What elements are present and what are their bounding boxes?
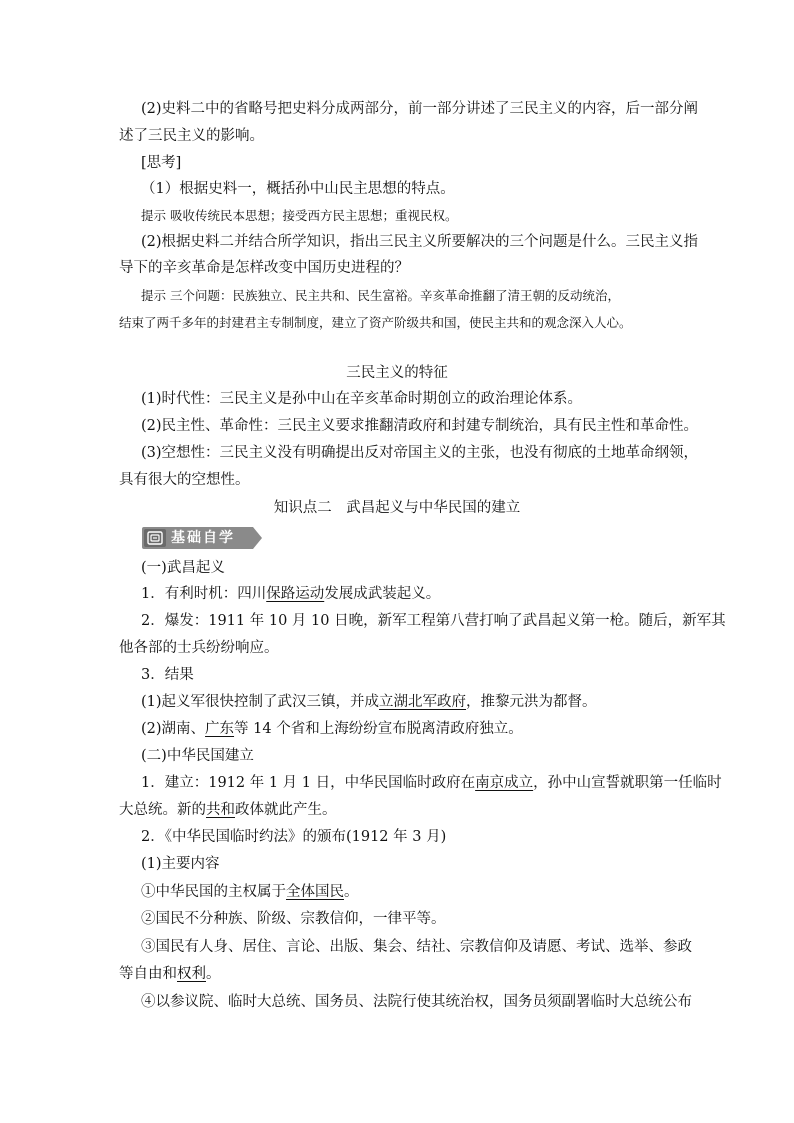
uprising-item-2-line1: 2．爆发：1911 年 10 月 10 日晚，新军工程第八营打响了武昌起义第一枪。随后，新军其 <box>141 613 726 629</box>
underlined-term: 权利 <box>177 966 206 982</box>
roc-sub-heading: (1)主要内容 <box>141 856 220 872</box>
think-answer-2-line2: 结束了两千多年的封建君主专制制度，建立了资产阶级共和国，使民主共和的观念深入人心。 <box>119 315 632 330</box>
think-question-2-line2: 导下的辛亥革命是怎样改变中国历史进程的？ <box>119 260 409 276</box>
think-question-2-line1: (2)根据史料二并结合所学知识，指出三民主义所要解决的三个问题是什么。三民主义指 <box>141 234 699 250</box>
feature-1: (1)时代性：三民主义是孙中山在辛亥革命时期创立的政治理论体系。 <box>141 391 583 407</box>
uprising-result-2: (2)湖南、广东等 14 个省和上海纷纷宣布脱离清政府独立。 <box>141 721 523 737</box>
feature-2: (2)民主性、革命性：三民主义要求推翻清政府和封建专制统治，具有民主性和革命性。 <box>141 418 699 434</box>
uprising-heading: (一)武昌起义 <box>141 560 225 576</box>
underlined-term: 全体国民 <box>286 884 344 900</box>
roc-item-2: 2．《中华民国临时约法》的颁布(1912 年 3 月) <box>141 829 447 845</box>
roc-item-1-line2: 大总统。新的共和政体就此产生。 <box>119 802 337 818</box>
roc-content-3-line2: 等自由和权利。 <box>119 966 221 982</box>
book-icon <box>147 531 163 545</box>
roc-content-3-line1: ③国民有人身、居住、言论、出版、集会、结社、宗教信仰及请愿、考试、选举、参政 <box>141 939 692 955</box>
roc-heading: (二)中华民国建立 <box>141 748 254 764</box>
think-question-1: （1）根据史料一，概括孙中山民主思想的特点。 <box>141 181 455 197</box>
underlined-term: 南京成立 <box>475 775 534 791</box>
think-label: [思考] <box>141 155 182 171</box>
roc-content-4: ④以参议院、临时大总统、国务员、法院行使其统治权，国务员须副署临时大总统公布 <box>141 994 692 1010</box>
feature-3-line2: 具有很大的空想性。 <box>119 472 250 488</box>
uprising-item-1: 1．有利时机：四川保路运动发展成武装起义。 <box>141 586 441 602</box>
uprising-result-1: (1)起义军很快控制了武汉三镇，并成立湖北军政府，推黎元洪为都督。 <box>141 694 597 710</box>
roc-item-1-line1: 1．建立：1912 年 1 月 1 日，中华民国临时政府在南京成立，孙中山宣誓就职第一任临时 <box>141 775 722 791</box>
section-title: 知识点二 武昌起义与中华民国的建立 <box>273 500 521 516</box>
underlined-term: 立湖北军政府 <box>379 694 467 710</box>
underlined-term: 保路运动 <box>266 586 325 602</box>
uprising-item-3: 3．结果 <box>141 667 194 683</box>
roc-content-2: ②国民不分种族、阶级、宗教信仰，一律平等。 <box>141 911 446 927</box>
uprising-item-2-line2: 他各部的士兵纷纷响应。 <box>119 640 279 656</box>
para1-line1: (2)史料二中的省略号把史料分成两部分，前一部分讲述了三民主义的内容，后一部分阐 <box>141 101 699 117</box>
para1-line2: 述了三民主义的影响。 <box>119 128 264 144</box>
underlined-term: 广东 <box>205 721 235 737</box>
banner-label: 基础自学 <box>171 530 235 546</box>
features-title: 三民主义的特征 <box>346 365 448 381</box>
roc-content-1: ①中华民国的主权属于全体国民。 <box>141 884 359 900</box>
section-banner <box>141 526 263 550</box>
think-answer-2-line1: 提示 三个问题：民族独立、民主共和、民生富裕。辛亥革命推翻了清王朝的反动统治， <box>141 288 620 303</box>
feature-3-line1: (3)空想性：三民主义没有明确提出反对帝国主义的主张，也没有彻底的土地革命纲领， <box>141 445 699 461</box>
think-answer-1: 提示 吸收传统民本思想；接受西方民主思想；重视民权。 <box>141 208 458 223</box>
underlined-term: 共和 <box>206 802 235 818</box>
